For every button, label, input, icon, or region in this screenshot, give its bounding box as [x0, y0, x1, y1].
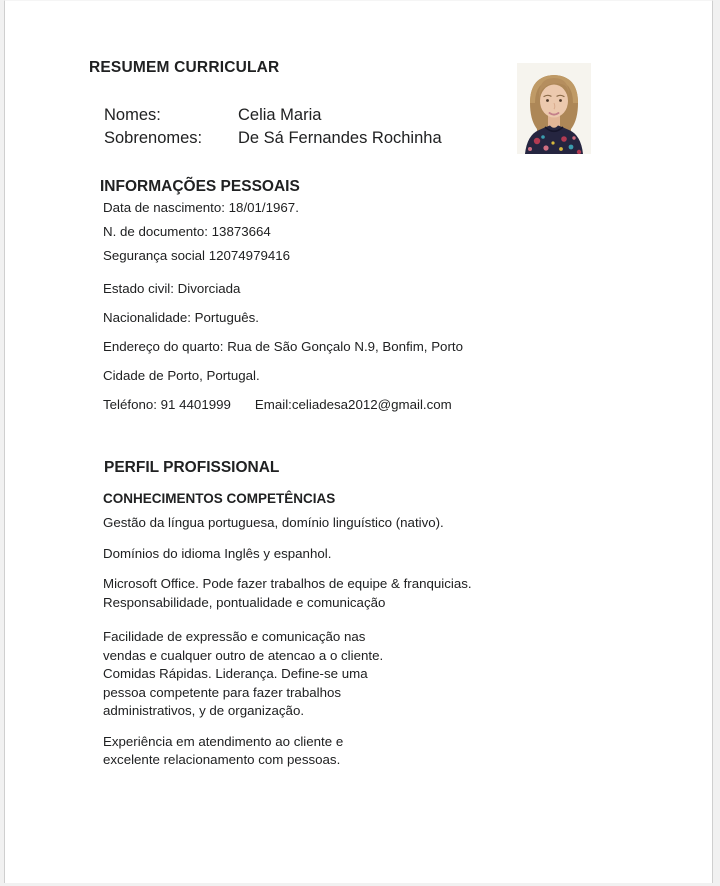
skills-line: Microsoft Office. Pode fazer trabalhos de equipe & franquicias. — [103, 576, 472, 591]
skills-paragraph-idioms — [103, 545, 472, 564]
skills-paragraph-experience — [103, 733, 472, 770]
skills-line: administrativos, y de organização. — [103, 703, 305, 718]
profile-photo-illustration — [517, 63, 591, 154]
skills-paragraph-language — [103, 514, 472, 533]
document-title: RESUMEM CURRICULAR — [89, 59, 280, 76]
cv-document-page — [4, 0, 713, 883]
social-security-line: Segurança social 12074979416 — [103, 248, 291, 263]
phone-text: Teléfono: 91 4401999 — [103, 397, 231, 412]
skills-section — [103, 514, 472, 782]
name-rows — [104, 104, 442, 150]
skills-line: pessoa competente para fazer trabalhos — [103, 684, 342, 700]
contact-line — [103, 397, 463, 412]
skills-paragraph-communication — [103, 628, 472, 721]
personal-info-group-1 — [103, 200, 299, 272]
skills-paragraph-office — [103, 575, 472, 612]
skills-line: excelente relacionamento com pessoas. — [103, 752, 341, 767]
name-row-first — [104, 104, 442, 127]
email-text: Email:celiadesa2012@gmail.com — [254, 397, 452, 412]
skills-line: Responsabilidade, pontualidade e comunicação — [103, 594, 386, 610]
skills-line: Facilidade de expressão e comunicação nas — [103, 629, 366, 644]
first-name-label: Nomes: — [104, 106, 161, 124]
skills-line: Domínios do idioma Inglês y espanhol. — [103, 545, 332, 561]
marital-status-line: Estado civil: Divorciada — [103, 281, 241, 296]
birth-date-line: Data de nascimento: 18/01/1967. — [103, 200, 299, 215]
skills-line: vendas e cualquer outro de atencao a o cliente. — [103, 647, 384, 663]
name-row-last — [104, 127, 442, 150]
document-number-line: N. de documento: 13873664 — [103, 224, 271, 239]
address-line: Endereço do quarto: Rua de São Gonçalo N.9, Bonfim, Porto — [103, 339, 463, 354]
skills-subheading: CONHECIMENTOS COMPETÊNCIAS — [103, 491, 336, 506]
skills-line: Experiência em atendimento ao cliente e — [103, 733, 344, 749]
skills-line: Gestão da língua portuguesa, domínio linguístico (nativo). — [103, 515, 444, 530]
personal-info-group-2 — [103, 281, 463, 426]
nationality-line: Nacionalidade: Português. — [103, 310, 259, 325]
last-name-label: Sobrenomes: — [104, 129, 203, 147]
profile-photo — [517, 63, 591, 154]
last-name-value: De Sá Fernandes Rochinha — [238, 129, 442, 147]
personal-info-heading: INFORMAÇÕES PESSOAIS — [100, 178, 300, 195]
profile-heading: PERFIL PROFISSIONAL — [104, 459, 280, 476]
skills-line: Comidas Rápidas. Liderança. Define-se uma — [103, 666, 368, 681]
city-line: Cidade de Porto, Portugal. — [103, 368, 260, 383]
first-name-value: Celia Maria — [238, 106, 322, 124]
